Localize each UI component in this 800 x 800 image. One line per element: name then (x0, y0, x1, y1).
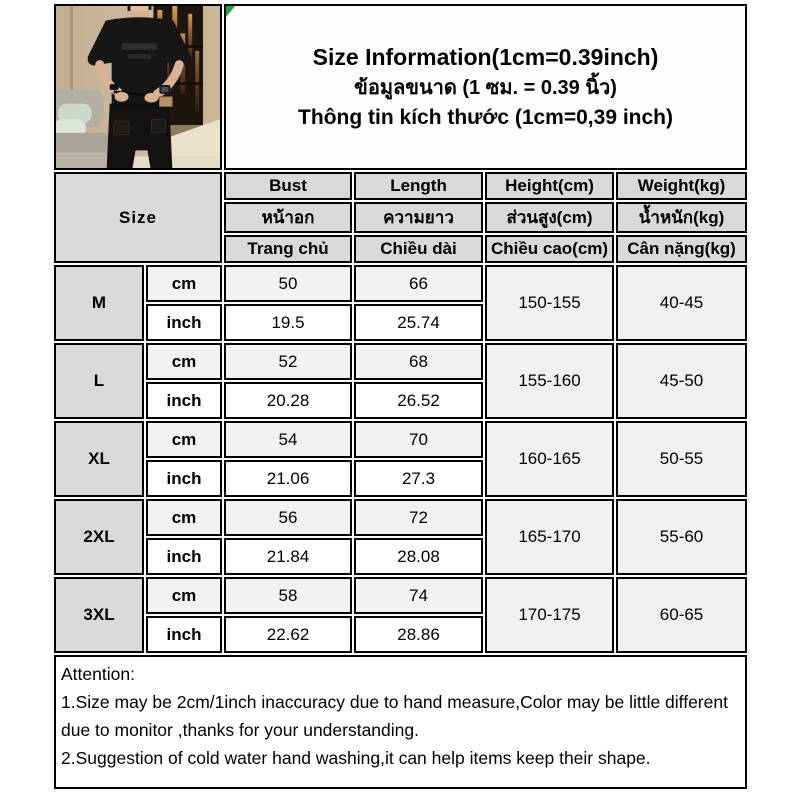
value-weight-range: 55-60 (616, 499, 747, 575)
title-cell (224, 4, 747, 170)
bracelet (110, 84, 119, 90)
value-length-inch: 25.74 (354, 304, 483, 341)
unit-cm: cm (146, 499, 222, 536)
value-bust-inch: 20.28 (224, 382, 352, 419)
header-length-th: ความยาว (354, 202, 483, 233)
value-length-cm: 74 (354, 577, 483, 614)
attention-note-1: 1.Size may be 2cm/1inch inaccuracy due to hand measure,Color may be little different due to monitor ,thanks for your understanding. (61, 692, 728, 740)
title-thai: ข้อมูลขนาด (1 ซม. = 0.39 นิ้ว) (354, 76, 617, 99)
header-height-th: ส่วนสูง(cm) (485, 202, 614, 233)
value-bust-inch: 22.62 (224, 616, 352, 653)
value-bust-inch: 21.84 (224, 538, 352, 575)
header-weight-en: Weight(kg) (616, 172, 747, 200)
size-table (52, 2, 749, 791)
row-2xl-cm (54, 499, 747, 536)
header-bust-th: หน้าอก (224, 202, 352, 233)
title-english: Size Information(1cm=0.39inch) (312, 43, 659, 70)
value-weight-range: 40-45 (616, 265, 747, 341)
unit-inch: inch (146, 382, 222, 419)
attention-heading: Attention: (61, 664, 135, 684)
size-label-2xl: 2XL (54, 499, 144, 575)
size-label-xl: XL (54, 421, 144, 497)
value-length-cm: 68 (354, 343, 483, 380)
green-corner-triangle-icon (226, 6, 235, 17)
value-length-cm: 70 (354, 421, 483, 458)
value-height-range: 170-175 (485, 577, 614, 653)
model-photo (56, 6, 220, 168)
top-row (54, 4, 747, 170)
value-bust-inch: 19.5 (224, 304, 352, 341)
unit-inch: inch (146, 460, 222, 497)
unit-inch: inch (146, 304, 222, 341)
value-bust-inch: 21.06 (224, 460, 352, 497)
header-height-en: Height(cm) (485, 172, 614, 200)
size-label-m: M (54, 265, 144, 341)
unit-cm: cm (146, 265, 222, 302)
header-bust-en: Bust (224, 172, 352, 200)
attention-cell (54, 655, 747, 789)
value-bust-cm: 50 (224, 265, 352, 302)
row-l-cm (54, 343, 747, 380)
header-bust-vi: Trang chủ (224, 235, 352, 263)
value-bust-cm: 58 (224, 577, 352, 614)
value-height-range: 160-165 (485, 421, 614, 497)
title-vietnamese: Thông tin kích thước (1cm=0,39 inch) (298, 105, 673, 129)
value-height-range: 155-160 (485, 343, 614, 419)
attention-row (54, 655, 747, 789)
unit-cm: cm (146, 421, 222, 458)
product-photo-cell (54, 4, 222, 170)
value-length-inch: 28.86 (354, 616, 483, 653)
header-weight-th: น้ำหนัก(kg) (616, 202, 747, 233)
value-bust-cm: 56 (224, 499, 352, 536)
value-length-inch: 27.3 (354, 460, 483, 497)
header-weight-vi: Cân nặng(kg) (616, 235, 747, 263)
unit-inch: inch (146, 538, 222, 575)
value-bust-cm: 54 (224, 421, 352, 458)
header-row-english (54, 172, 747, 200)
value-length-inch: 28.08 (354, 538, 483, 575)
header-length-vi: Chiều dài (354, 235, 483, 263)
hem-label-patch (159, 97, 172, 107)
unit-cm: cm (146, 343, 222, 380)
unit-cm: cm (146, 577, 222, 614)
size-header-cell: Size (54, 172, 222, 263)
attention-note-2: 2.Suggestion of cold water hand washing,it can help items keep their shape. (61, 748, 651, 768)
value-length-cm: 72 (354, 499, 483, 536)
value-weight-range: 45-50 (616, 343, 747, 419)
value-height-range: 165-170 (485, 499, 614, 575)
value-length-inch: 26.52 (354, 382, 483, 419)
value-weight-range: 60-65 (616, 577, 747, 653)
size-label-3xl: 3XL (54, 577, 144, 653)
unit-inch: inch (146, 616, 222, 653)
header-length-en: Length (354, 172, 483, 200)
row-3xl-cm (54, 577, 747, 614)
value-length-cm: 66 (354, 265, 483, 302)
header-height-vi: Chiều cao(cm) (485, 235, 614, 263)
value-weight-range: 50-55 (616, 421, 747, 497)
row-xl-cm (54, 421, 747, 458)
value-height-range: 150-155 (485, 265, 614, 341)
size-label-l: L (54, 343, 144, 419)
row-m-cm (54, 265, 747, 302)
value-bust-cm: 52 (224, 343, 352, 380)
